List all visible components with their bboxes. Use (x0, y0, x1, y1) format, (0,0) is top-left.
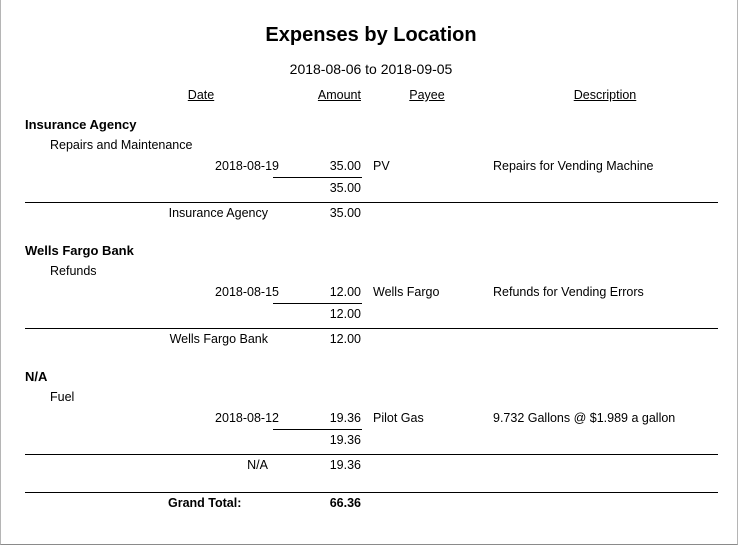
row-description: Repairs for Vending Machine (493, 159, 654, 173)
subtotal-rule (273, 429, 362, 430)
location-total-label: N/A (247, 458, 268, 472)
location-total-label: Wells Fargo Bank (169, 332, 268, 346)
category-subtotal: 12.00 (329, 307, 361, 321)
location-total: 12.00 (329, 332, 361, 346)
row-amount: 35.00 (329, 159, 361, 173)
category-name: Fuel (50, 390, 75, 404)
row-date: 2018-08-19 (215, 159, 279, 173)
subtotal-rule (273, 177, 362, 178)
row-amount: 19.36 (329, 411, 361, 425)
category-subtotal: 35.00 (329, 181, 361, 195)
column-header-description: Description (573, 88, 637, 102)
column-header-amount: Amount (317, 88, 361, 102)
subtotal-rule (273, 303, 362, 304)
location-name: Insurance Agency (25, 117, 137, 132)
category-subtotal: 19.36 (329, 433, 361, 447)
row-date: 2018-08-12 (215, 411, 279, 425)
location-name: N/A (25, 369, 48, 384)
grand-total-label: Grand Total: (168, 496, 242, 510)
report-title: Expenses by Location (265, 24, 477, 46)
grand-total-value: 66.36 (329, 496, 361, 510)
location-divider (25, 454, 718, 455)
row-amount: 12.00 (329, 285, 361, 299)
row-description: Refunds for Vending Errors (493, 285, 644, 299)
location-total: 35.00 (329, 206, 361, 220)
row-payee: PV (373, 159, 390, 173)
location-name: Wells Fargo Bank (25, 243, 134, 258)
row-date: 2018-08-15 (215, 285, 279, 299)
grand-total-divider (25, 492, 718, 493)
location-divider (25, 328, 718, 329)
report-date-range: 2018-08-06 to 2018-09-05 (289, 61, 453, 77)
row-payee: Pilot Gas (373, 411, 424, 425)
location-divider (25, 202, 718, 203)
column-header-payee: Payee (409, 88, 445, 102)
category-name: Refunds (50, 264, 97, 278)
category-name: Repairs and Maintenance (50, 138, 193, 152)
location-total-label: Insurance Agency (168, 206, 268, 220)
column-header-date: Date (187, 88, 215, 102)
row-payee: Wells Fargo (373, 285, 440, 299)
location-total: 19.36 (329, 458, 361, 472)
row-description: 9.732 Gallons @ $1.989 a gallon (493, 411, 676, 425)
